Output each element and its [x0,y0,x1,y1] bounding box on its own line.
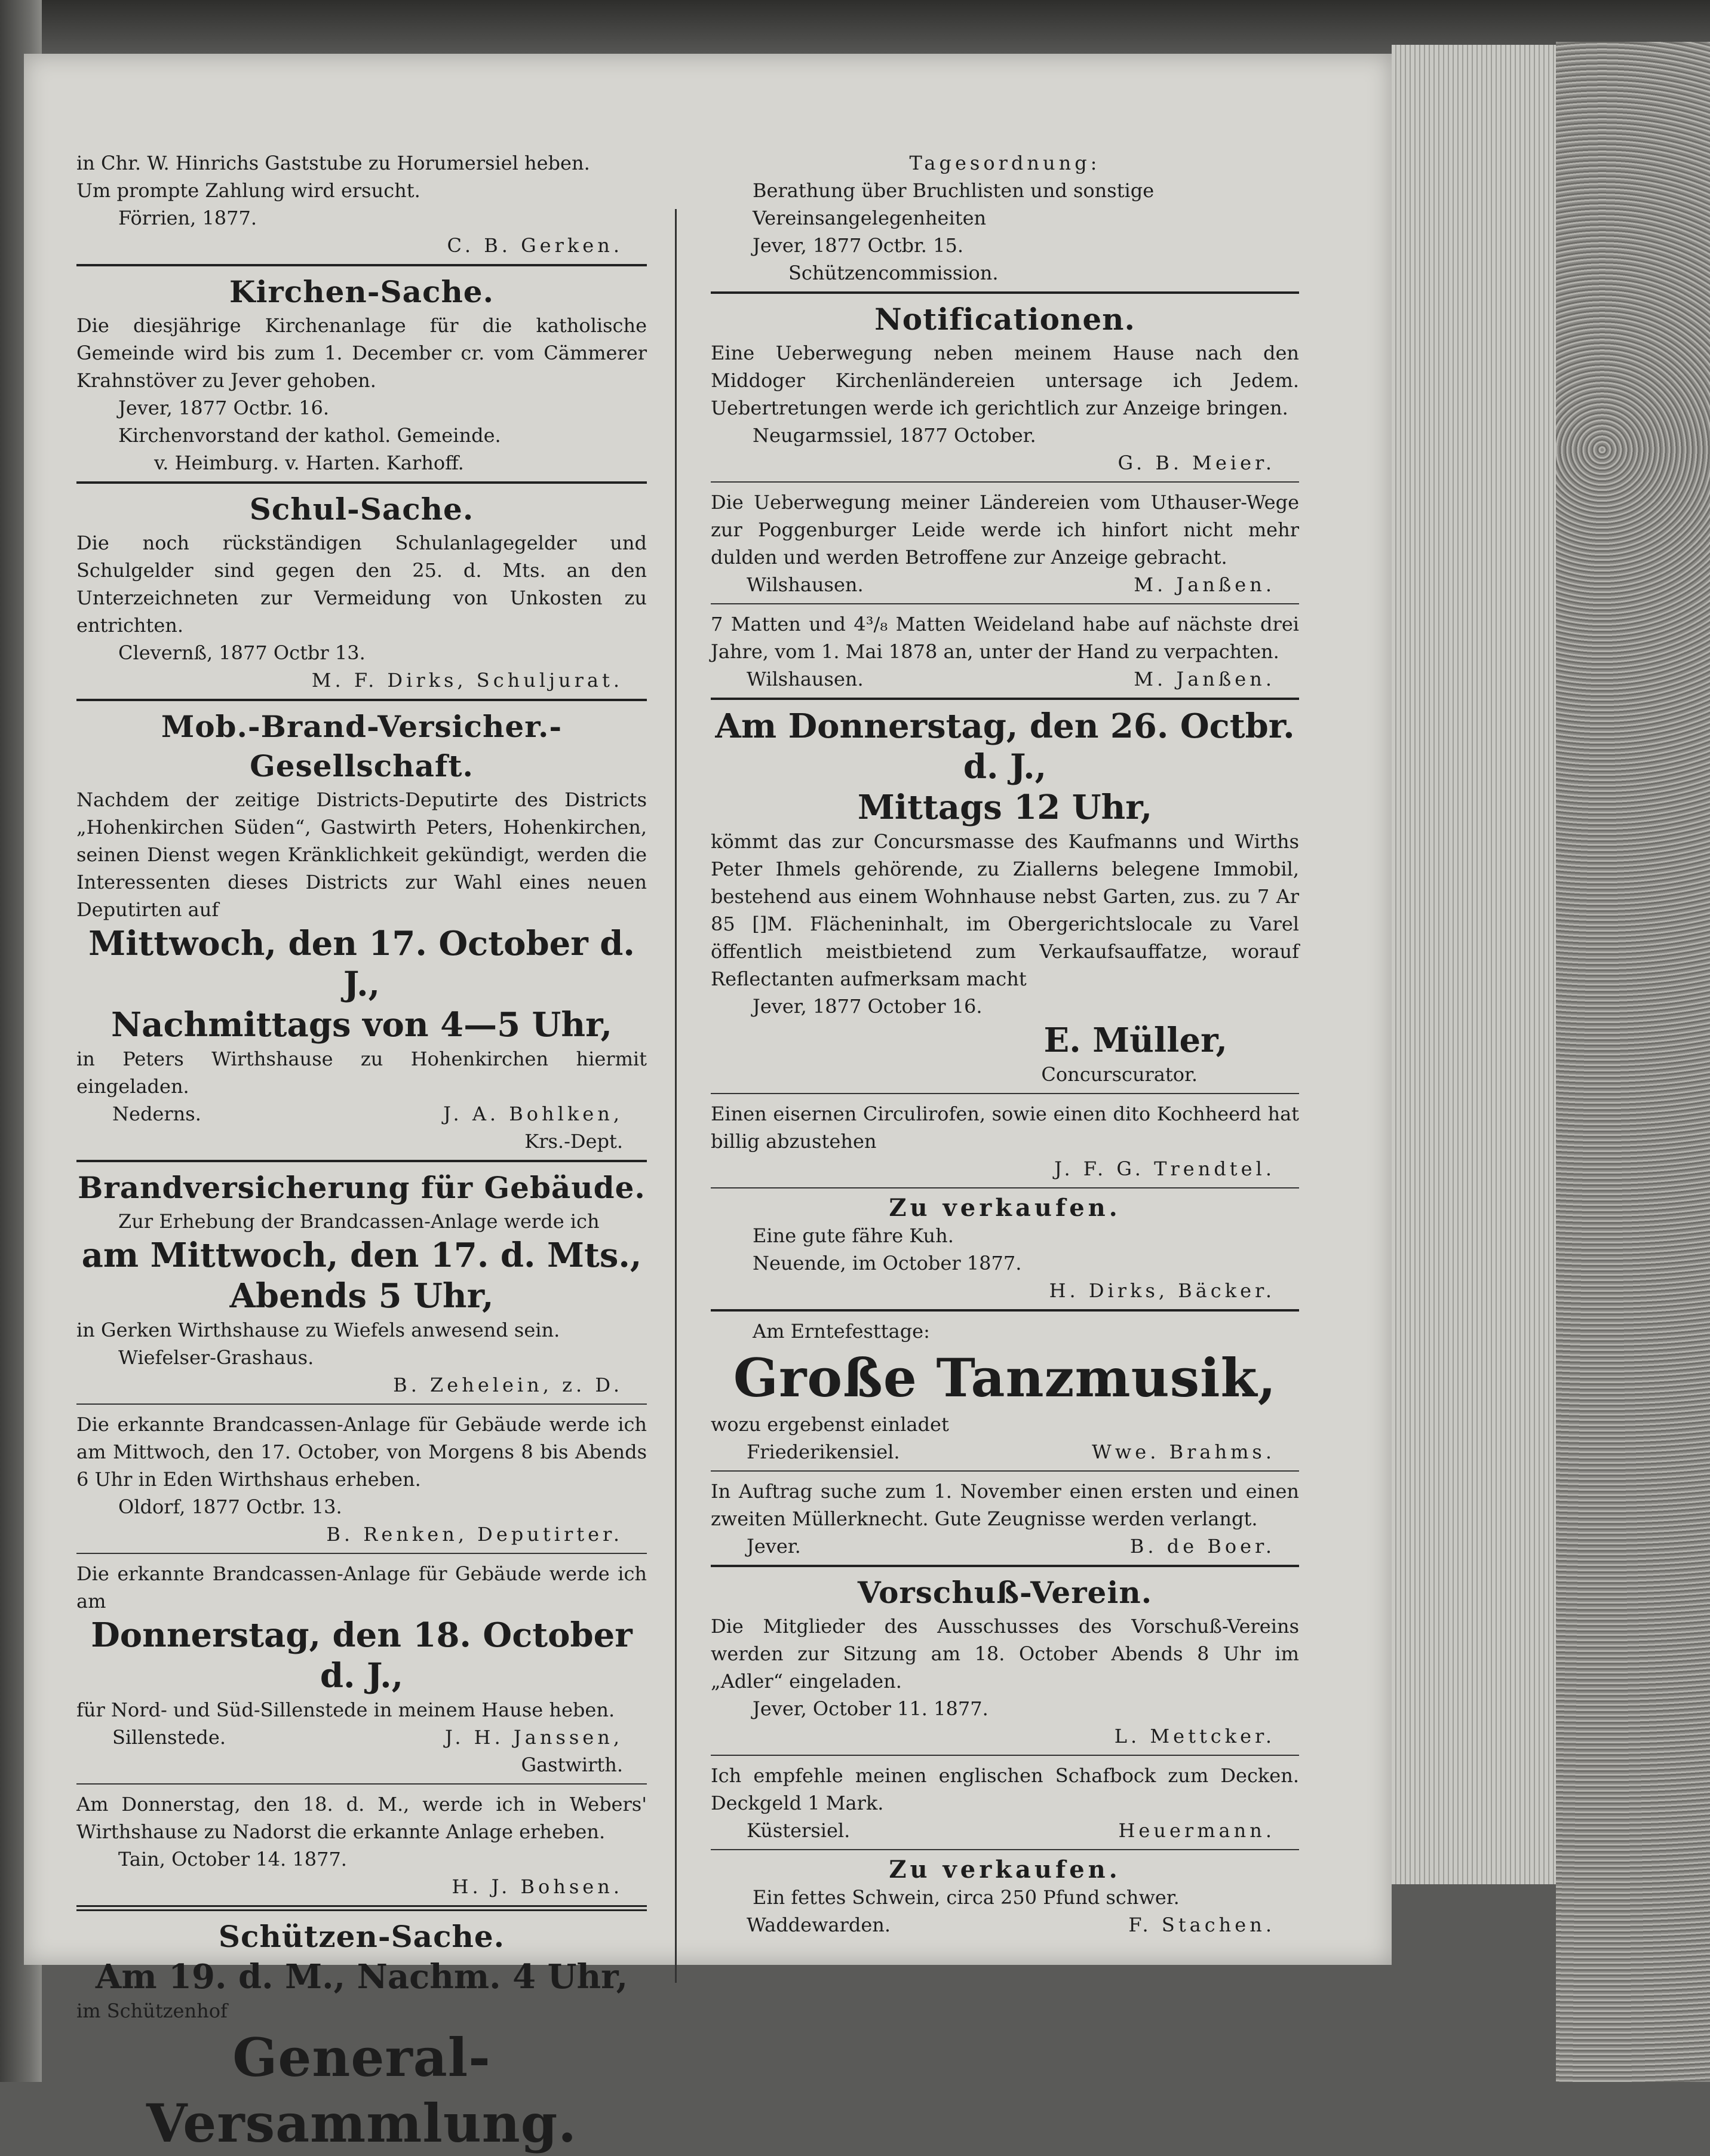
ad-schul [76,490,647,694]
ad-signer: v. Heimburg. v. Harten. Karhoff. [154,452,464,474]
ad-intro: Zur Erhebung der Brandcassen-Anlage werde ich [118,1210,600,1233]
ad-brand-2 [76,1411,647,1548]
ad-body: Die noch rückständigen Schulanlagegelder und Schulgelder sind gegen den 25. d. Mts. an den Unterzeichneten zur Vermeidung von Unkosten zu entrichten. [76,532,647,637]
separator [76,1553,647,1554]
ad-signer: J. F. G. Trendtel. [1054,1157,1275,1180]
ad-body: 7 Matten und 4³/₈ Matten Weideland habe auf nächste drei Jahre, vom 1. Mai 1878 an, unter der Hand zu verpachten. [711,613,1299,663]
ad-place: Jever, 1877 Octbr. 16. [118,397,330,419]
separator [76,1403,647,1405]
left-column [76,149,647,2156]
separator [76,699,647,701]
ad-vorschuss [711,1573,1299,1750]
ad-signer: H. Dirks, Bäcker. [1049,1279,1275,1302]
ad-body: In Auftrag suche zum 1. November einen ersten und einen zweiten Müllerknecht. Gute Zeugnisse werden verlangt. [711,1480,1299,1530]
ad-signature-row [711,1911,1299,1939]
separator [711,1849,1299,1850]
ad-body: Ich empfehle meinen englischen Schafbock zum Decken. Deckgeld 1 Mark. [711,1764,1299,1814]
ad-place: Wilshausen. [747,668,864,690]
ad-body: Am Donnerstag, den 18. d. M., werde ich in Webers' Wirthshause zu Nadorst die erkannte Anlage erheben. [76,1793,647,1843]
ad-line: in Chr. W. Hinrichs Gaststube zu Horumersiel heben. [76,152,590,174]
separator [711,291,1299,294]
ad-signer: Heuermann. [1118,1819,1275,1842]
ad-title: Mob.-Brand-Versicher.-Gesellschaft. [161,709,563,784]
ad-place: Nederns. [112,1102,201,1125]
ad-signer: Wwe. Brahms. [1092,1441,1275,1463]
separator [711,1755,1299,1756]
ad-notificationen [711,300,1299,477]
ad-body: Die erkannte Brandcassen-Anlage für Gebäude werde ich am Mittwoch, den 17. October, von Morgens 8 bis Abends 6 Uhr in Eden Wirthshaus erheben. [76,1413,647,1491]
ad-de-boer [711,1478,1299,1560]
separator [711,1093,1299,1094]
separator [711,1565,1299,1567]
ad-signature-row [711,1438,1299,1466]
ad-title: Schul-Sache. [249,492,474,527]
ad-trendtel [711,1100,1299,1183]
ad-body: Einen eisernen Circulirofen, sowie einen dito Kochheerd hat billig abzustehen [711,1102,1299,1153]
ad-janssen-1 [711,489,1299,598]
ad-place: Wiefelser-Grashaus. [118,1346,314,1369]
ad-place: Jever, 1877 October 16. [753,995,983,1018]
separator [711,603,1299,604]
separator [711,698,1299,700]
ad-title: Schützen-Sache. [218,1919,505,1954]
ad-verkaufen-2 [711,1856,1299,1939]
separator [76,481,647,484]
ad-body: kömmt das zur Concursmasse des Kaufmanns und Wirths Peter Ihmels gehörende, zu Ziallerns belegene Immobil, bestehend aus einem Wohnhause nebst Garten, zus. zu 7 Ar 85 []M. Flächeninhalt, im Obergerichtslocale zu Varel öffentlich meistbietend zum Verkaufsauffatze, worauf Reflectanten aufmerksam macht [711,830,1299,990]
ad-headline: Große Tanzmusik, [733,1347,1277,1409]
ad-place: Friederikensiel. [747,1441,900,1463]
ad-place: Tain, October 14. 1877. [118,1848,347,1871]
ad-role: Krs.-Dept. [524,1130,623,1153]
ad-signer: H. J. Bohsen. [452,1875,623,1898]
ad-body: in Gerken Wirthshause zu Wiefels anwesend sein. [76,1319,560,1341]
ad-signature-row [76,1724,647,1751]
ad-body: Die Mitglieder des Ausschusses des Vorschuß-Vereins werden zur Sitzung am 18. October Abends 8 Uhr im „Adler“ eingeladen. [711,1615,1299,1693]
ad-hinrichs [76,149,647,259]
ad-brand-4 [76,1790,647,1900]
ad-signer: M. Janßen. [1134,573,1275,596]
ad-mob-brand [76,707,647,1155]
ad-headline: General-Versammlung. [146,2026,577,2154]
ad-time: Nachmittags von 4—5 Uhr, [110,1005,612,1045]
separator [711,1187,1299,1188]
ad-signature-row [76,1100,647,1128]
ad-signer: M. Janßen. [1134,668,1275,690]
ad-title: Zu verkaufen. [889,1194,1121,1222]
separator [76,1783,647,1785]
ad-title: Zu verkaufen. [889,1856,1121,1884]
ad-body: Eine Ueberwegung neben meinem Hause nach den Middoger Kirchenländereien untersage ich Jedem. Uebertretungen werde ich gerichtlich zur Anzeige bringen. [711,342,1299,419]
page-stack-edge [1392,45,1559,1884]
ad-role: Gastwirth. [521,1753,623,1776]
ad-title: Brandversicherung für Gebäude. [78,1170,646,1205]
ad-line: Berathung über Bruchlisten und sonstige [753,179,1155,202]
separator [711,481,1299,483]
ad-signer: Kirchenvorstand der kathol. Gemeinde. [118,424,501,447]
ad-signer: B. de Boer. [1129,1535,1275,1558]
ad-date: Mittwoch, den 17. October d. J., [88,924,635,1004]
ad-body: in Peters Wirthshause zu Hohenkirchen hiermit eingeladen. [76,1048,647,1098]
ad-place: Neugarmssiel, 1877 October. [753,424,1036,447]
separator [711,1309,1299,1312]
ad-brand-1 [76,1168,647,1399]
ad-time: Mittags 12 Uhr, [857,788,1153,827]
ad-time: Abends 5 Uhr, [229,1276,494,1316]
separator [76,264,647,266]
ad-place: Sillenstede. [112,1726,226,1749]
ad-tagesordnung [711,149,1299,287]
ad-body: Die diesjährige Kirchenanlage für die katholische Gemeinde wird bis zum 1. December cr. vom Cämmerer Krahnstöver zu Jever gehoben. [76,314,647,392]
ad-verkaufen-1 [711,1194,1299,1304]
ad-intro: Am Erntefesttage: [753,1320,930,1343]
column-divider [675,209,677,1983]
ad-date: Am 19. d. M., Nachm. 4 Uhr, [95,1957,628,1997]
ad-place: Clevernß, 1877 Octbr 13. [118,641,366,664]
ad-body: Ein fettes Schwein, circa 250 Pfund schwer. [753,1886,1180,1909]
ad-role: Concurscurator. [1041,1063,1198,1086]
ad-date: am Mittwoch, den 17. d. Mts., [81,1236,642,1275]
ad-signature-row [711,571,1299,598]
ad-mueller [711,706,1299,1088]
ad-signer: J. H. Janssen, [444,1726,623,1749]
ad-signer: B. Zehelein, z. D. [393,1374,623,1396]
ad-tanzmusik [711,1317,1299,1466]
ad-place: Wilshausen. [747,573,864,596]
ad-intro: Die erkannte Brandcassen-Anlage für Gebäude werde ich am [76,1562,647,1613]
ad-body: Die Ueberwegung meiner Ländereien vom Uthauser-Wege zur Poggenburger Leide werde ich hinfort nicht mehr dulden und werden Betroffene zur Anzeige gebracht. [711,491,1299,569]
ad-place: Jever. [747,1535,801,1558]
ad-kirchen [76,272,647,477]
ad-signer: B. Renken, Deputirter. [326,1523,623,1546]
ad-line: Vereinsangelegenheiten [753,207,987,229]
ad-body: Nachdem der zeitige Districts-Deputirte des Districts „Hohenkirchen Süden“, Gastwirth Peters, Hohenkirchen, seinen Dienst wegen Kränklichkeit gekündigt, werden die Interessenten dieses Districts zur Wahl eines neuen Deputirten auf [76,788,647,921]
ad-signer: E. Müller, [1043,1021,1227,1060]
ad-signature-row [711,1817,1299,1844]
ad-signer: J. A. Bohlken, [443,1102,623,1125]
ad-place: Jever, October 11. 1877. [753,1697,988,1720]
ad-signer: L. Mettcker. [1114,1725,1275,1747]
ad-place: Küstersiel. [747,1819,851,1842]
ad-signature-row [711,665,1299,693]
ad-place: Jever, 1877 Octbr. 15. [753,234,964,257]
ad-schuetzen [76,1917,647,2156]
separator [76,1160,647,1162]
ad-signer: G. B. Meier. [1118,452,1275,474]
ad-body: Eine gute fähre Kuh. [753,1224,954,1247]
ad-place: Förrien, 1877. [118,207,257,229]
right-column [711,149,1299,1939]
ad-title: Notificationen. [874,302,1135,337]
ad-signer: C. B. Gerken. [447,234,623,257]
ad-location: im Schützenhof [76,2000,228,2022]
separator [76,1905,647,1911]
newspaper-page [24,54,1392,2154]
ad-date: Am Donnerstag, den 26. Octbr. d. J., [715,707,1295,787]
ad-janssen-2 [711,610,1299,693]
ad-place: Neuende, im October 1877. [753,1252,1022,1274]
ad-signer: M. F. Dirks, Schuljurat. [311,669,623,692]
ad-date: Donnerstag, den 18. October d. J., [91,1616,633,1696]
book-cover-board [1556,42,1710,2082]
ad-title: Vorschuß-Verein. [857,1575,1153,1610]
ad-heuermann [711,1762,1299,1844]
ad-body: wozu ergebenst einladet [711,1413,949,1436]
ad-signature-row [711,1532,1299,1560]
ad-line: Um prompte Zahlung wird ersucht. [76,179,420,202]
ad-title: Tagesordnung: [909,152,1101,174]
ad-place: Oldorf, 1877 Octbr. 13. [118,1495,342,1518]
ad-place: Waddewarden. [747,1914,891,1936]
ad-signer: Schützencommission. [788,262,999,284]
ad-title: Kirchen-Sache. [229,274,495,309]
ad-body: für Nord- und Süd-Sillenstede in meinem Hause heben. [76,1699,615,1721]
separator [711,1470,1299,1472]
ad-brand-3 [76,1560,647,1779]
ad-signer: F. Stachen. [1128,1914,1275,1936]
